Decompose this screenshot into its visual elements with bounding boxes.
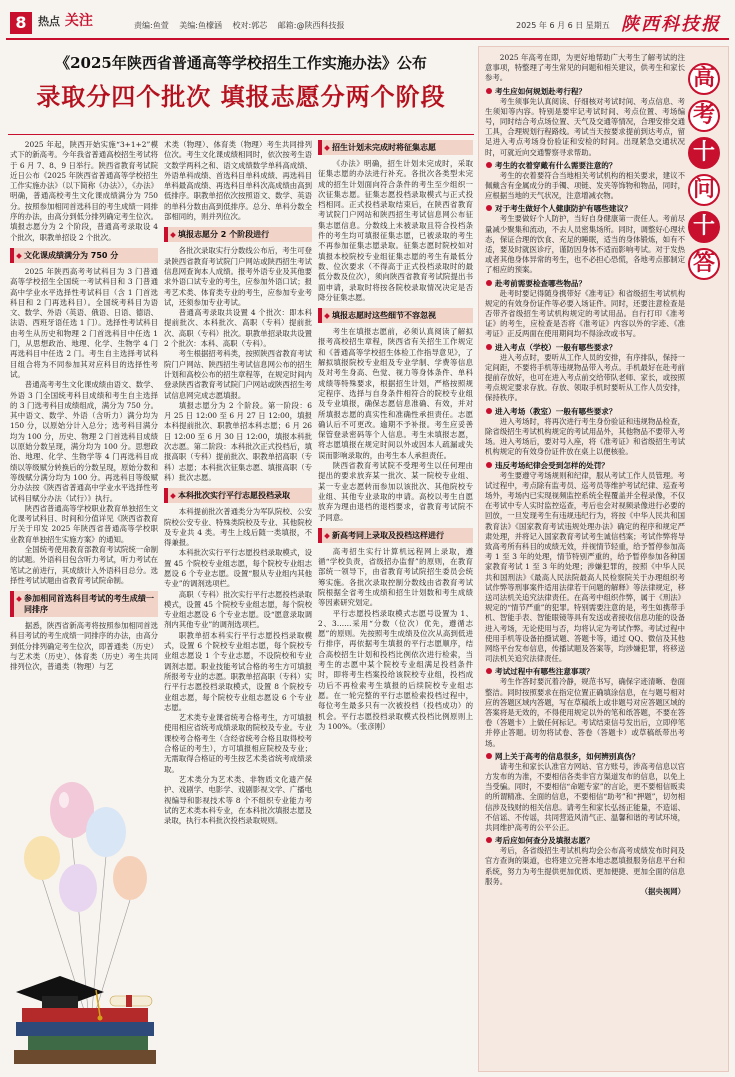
qa-answer: 考生的衣着要符合当地相关考试机构的相关要求，建议不佩戴含有金属成分的手镯、项链、发夹等饰物和物品，同时，应根据当地的天气状况，注意增减衣物。 [485, 170, 685, 201]
newspaper-logo: 陕西科技报 [621, 14, 721, 35]
section-name [38, 10, 93, 30]
qa-answer: 考生要遵守考场规则和纪律，服从考试工作人员管理。考试过程中，考点除有监考员、巡考员等维护考试纪律、巡查考场外，考场内已实现视频监控系统全程覆盖并全程录像，不仅在考试中专人实时监控巡查，考后也会对视频录像进行必要的回放，一旦发现考生有违规违纪行为，将按《中华人民共和国教育法》《国家教育考试违规处理办法》确定的程序和规定严肃处理，并将记入国家教育考试考生诚信档案；考试作弊将导致高考所有科目的成绩无效，并视情节轻重，给予暂停参加高考 1 至 3 年的处理，情节特别严重的，给予暂停参加各种国家教育考试 1 至 3 年的处理；涉嫌犯罪的，按照《中华人民共和国刑法》《最高人民法院最高人民检察院关于办理组织考试作弊等刑事案件适用法律若干问题的解释》等法律规定，移送司法机关追究法律责任。在高考中组织作弊，属于《刑法》规定的“情节严重”的犯罪。特别需要注意的是，考生如携带手机、智能手表、智能眼镜等具有发送或者接收信息功能的设备进入考场，无论使用与否，均将认定为考试作弊。考试过程中使用手机等设备拍摄试题、答题卡等，通过 QQ、微信及其他网络平台发布信息，传播试题及答案等，均涉嫌犯罪，将移送司法机关追究法律责任。 [485, 470, 685, 664]
section-big: 关注 [64, 13, 93, 29]
headline-line1: 《2025年陕西省普通高等学校招生工作实施办法》公布 [55, 54, 427, 72]
subheading: 招生计划未完成时将征集志愿 [318, 140, 473, 155]
paragraph: 艺术类分为艺术类、非物质文化遗产保护、戏剧学、电影学、戏剧影视文学、广播电视编导和影视技术等 8 个不组织专业能力考试的艺术类本科专业，在本科批次填报志愿及录取，执行本科批次投档录取规则。 [164, 774, 312, 826]
books-icon [14, 1008, 156, 1064]
qa-question: 考试过程中有哪些注意事项？ [485, 666, 685, 677]
qa-question: 进入考场（教室）一般有哪些要求？ [485, 406, 685, 417]
paragraph: 2025 年起，陕西开始实施“3+1+2”模式下的新高考。今年我省普通高校招生考试将于 6 月 7、8、9 日举行。陕西省教育考试院近日公布《2025 年陕西省普通高等学校招生工作实施办法》（以下简称《办法》），《办法》明确，普通高校考生文化课成绩满分为 750 分。按照参加相同首选科目的考生成绩一同排序的办法，由高分到低分排列确定考生位次。填报志愿分为 2 个阶段，普通高考录取设 4 个批次，职教单招设 2 个批次。 [10, 140, 158, 242]
qa-question: 考后应如何查分及填报志愿？ [485, 835, 685, 846]
paragraph: 本科提前批次普通类分为军队院校、公安院校公安专业、特殊类院校及专业、其他院校及专业共 4 类。考生上线后随一类填报，不得兼报。 [164, 507, 312, 548]
qa-title-char: 十 [688, 211, 720, 243]
article-column-3 [318, 140, 473, 1070]
editor-credits [134, 20, 352, 31]
paragraph: 2025 年陕西高考考试科目为 3 门普通高等学校招生全国统一考试科目和 3 门普通高中学业水平选择性考试科目（含 1 门首选科目和 2 门再选科目）。全国统考科目为语文、数学、外语（英语、俄语、日语、德语、法语、西班牙语任选 1 门）。选择性考试科目由考生从历史和物理 2 门首选科目中任选 1 门，从思想政治、地理、化学、生物学 4 门再选科目中任选 2 门。考生自主选择考试科目组合将为不同参加其对应科目的选择性考试。 [10, 266, 158, 379]
article-column-1 [10, 140, 158, 752]
subheading: 填报志愿分 2 个阶段进行 [164, 227, 312, 242]
qa-question: 进入考点（学校）一般有哪些要求？ [485, 342, 685, 353]
qa-answer: 考生须事先认真阅读、仔细核对考试时间、考点信息、考生须知等内容。特别是要牢记考试时间、考点位置、考场编号，同时结合考点场位置、天气及交通等情况，合理安排交通工具，合理规划行程路线。考试当天按要求提前到达考点，留足进入考点考场身份验证和安检的时间。出现紧急交通状况时，可就近向交通警察寻求帮助。 [485, 96, 685, 157]
headline-line2: 录取分四个批次 填报志愿分两个阶段 [36, 83, 446, 111]
qa-answer: 进入考场时，将再次进行考生身份验证和违规物品检查，除省级招生考试机构规定的考试用品外，其他物品不要带入考场。进入考场后，要对号入座，将《准考证》和省级招生考试机构规定的有效身份证件放在桌上以便核验。 [485, 416, 685, 457]
article-column-2 [164, 140, 312, 1070]
masthead [6, 6, 729, 40]
editor-credit: 校对:郭芯 [232, 21, 268, 30]
subheading: 文化课成绩满分为 750 分 [10, 248, 158, 263]
qa-intro: 2025 年高考在即，为更好地帮助广大考生了解考试的注意事项，特整理了考生常见的问题和相关建议，供考生和家长参考。 [485, 53, 685, 83]
qa-title [686, 63, 722, 285]
qa-question: 违反考场纪律会受到怎样的处罚？ [485, 460, 685, 471]
paragraph: 全国统考使用教育部教育考试院统一命制的试题。外语科目包含听力考试，听力考试在笔试之前进行，其成绩计入外语科目总分。选择性考试试题由省教育考试院命制。 [10, 544, 158, 585]
paragraph: 考生根据招考科类，按照陕西省教育考试院门户网站、陕西招生考试信息网公布的招生计划和高校公布的招生章程等，在规定时间内登录陕西省教育考试院门户网站或陕西招生考试信息网完成志愿填报。 [164, 349, 312, 400]
qa-answer: 进入考点时，要听从工作人员的安排，有序排队，保持一定间距，不要将手机等违规物品带入考点。手机最好在赴考前提前存放好，也可在进入考点前交给带队老师、家长，或按照考点规定要求存放。存放、领取手机时要听从工作人员安排，保持秩序。 [485, 352, 685, 403]
paragraph: 职教单招本科实行平行志愿投档录取模式，设置 6 个院校专业组志愿，每个院校专业组志愿设 1 个专业志愿，不设院校和专业调剂志愿。职业技能考试合格的考生方可填报所报考专业的志愿。职教单招高职（专科）实行平行志愿投档录取模式，设置 8 个院校专业组志愿，每个院校专业组志愿设 6 个专业志愿。 [164, 630, 312, 712]
qa-title-char: 答 [688, 248, 720, 280]
paragraph: 普通高考录取共设置 4 个批次：即本科提前批次、本科批次、高职（专科）提前批次、高职（专科）批次。职教单招录取共设置 2 个批次：本科、高职（专科）。 [164, 308, 312, 349]
paragraph: 普通高考考生文化课成绩由语文、数学、外语 3 门全国统考科目成绩和考生自主选择的 3 门选考科目成绩组成，满分为 750 分。其中语文、数学、外语（含听力）满分均为 150 分，以原始分计入总分；选考科目满分均为 100 分，历史、物理 2 门首选科目成绩以原始分数呈现，满分均为 100 分。思想政治、地理、化学、生物学等 4 门再选科目成绩以等级赋分转换后的分数呈现，原始分数和等级赋分满分均为 100 分。再选科目等级赋分办法按《陕西省普通高中学业水平选择性考试科目赋分办法（试行）》执行。 [10, 380, 158, 503]
byline: （据央视网） [640, 887, 685, 897]
qa-answer: 赴考时要记得随身携带好《准考证》和省级招生考试机构规定的有效身份证件等必要入场证件。同时，还要注意检查是否带齐省级招生考试机构规定的考试用品。自行打印《准考证》的考生，应检查是否将《准考证》内容以外的字迹、《准考证》正反两面在使用期间均不得涂改或书写。 [485, 288, 685, 339]
editor-credit: 邮箱:@陕西科技报 [277, 21, 345, 30]
qa-answer: 考生要做好个人防护，当好自身健康第一责任人。考前尽量减少聚集和流动，不去人员密集场所。同时，调整好心理状态，保证合理的饮食、充足的睡眠，适当的身体锻炼，如有不适，要及时就医诊疗，谨防因身体不适而影响考试。对于发热或者其他身体异常的考生，也不必担心恐慌，各地考点都制定了相应的预案。 [485, 214, 685, 275]
balloon-icon [24, 782, 147, 1010]
paragraph: 各批次录取实行分数线公布后，考生可登录陕西省教育考试院门户网站或陕西招生考试信息网查询本人成绩。报考外语专业及其他要求外语口试专业的考生，应参加外语口试；报考艺术类、体育类专业的考生，应参加专业考试，还须参加专业考试。 [164, 246, 312, 307]
qa-answer: 请考生和家长认准官方网站、官方账号，涉高考信息以官方发布的为准，不要相信各类非官方渠道发布的信息，以免上当受骗。同时，不要相信“命题专家”的言论，更不要相信贩卖的所谓精准、全面的信息，不要相信“助考”和“押题”，切勿相信涉及钱财的相关信息。请考生和家长弘扬正能量，不造谣、不信谣、不传谣，共同营造风清气正、温馨和谐的考试环境，共同维护高考的公平公正。 [485, 761, 685, 832]
paragraph: 陕西省教育考试院不受理考生以任何理由提出的要求放弃某一批次、某一院校专业组、某一专业志愿转而参加以该批次、其他院校专业组、其他专业录取的申请。高校以考生自愿放弃为理由退档的退档要求，省教育考试院不予同意。 [318, 461, 473, 522]
paragraph: 填报志愿分为 2 个阶段。第一阶段：6 月 25 日 12:00 至 6 月 27 日 12:00，填报本科提前批次、职教单招本科志愿；6 月 26 日 12:00 至 6 月 30 日 12:00，填报本科批次志愿。第二阶段：本科批次正式投档后，填报高职（专科）提前批次、职教单招高职（专科）志愿；本科批次征集志愿、填报高职（专科）批次志愿。 [164, 400, 312, 482]
qa-question: 考生的衣着穿戴有什么需要注意的？ [485, 160, 685, 171]
qa-title-char: 考 [688, 100, 720, 132]
graduation-illustration [8, 760, 162, 1070]
paragraph: 术类（物理）、体育类（物理）考生共同排列位次。考生文化课成绩相同时，依次按考生语文数学两科之和、语文成绩数学单科高成绩、外语单科成绩、首选科目单科成绩、再选科目单科最高成绩、再选科目单科次高成绩由高到低排序。职教单招依次按照语文、数学、英语的单科分数由高到低排序。总分、单科分数全部相同的，则并列位次。 [164, 140, 312, 222]
diploma-icon [110, 995, 152, 1007]
paragraph: 陕西省普通高等学校职业教育单独招生文化课考试科目、时间和分值详见《陕西省教育厅关于印发 2025 年陕西省普通高等学校职业教育单独招生实施方案》的通知。 [10, 503, 158, 544]
paragraph: 本科批次实行平行志愿投档录取模式，设置 45 个院校专业组志愿，每个院校专业组志愿设 6 个专业志愿。设置“服从专业组内其他专业”的调剂选项栏。 [164, 548, 312, 589]
qa-question: 对于考生做好个人健康防护有哪些建议？ [485, 203, 685, 214]
issue-date: 2025 年 6 月 6 日 星期五 [516, 21, 610, 30]
paragraph: 艺术类专业课省统考合格考生，方可填报使用相应省统考成绩录取的院校及专业。专业课校考合格考生（含经省统考合格且取得校考合格证的考生），方可填报相应院校及专业；无需取得合格证的考生按艺术类省统考成绩录取。 [164, 713, 312, 774]
headline-divider [8, 134, 474, 135]
qa-title-char: 问 [688, 174, 720, 206]
section-prefix: 热点 [38, 15, 60, 28]
paragraph: 《办法》明确，招生计划未完成时，采取征集志愿的办法进行补充。各批次各类型未完成的招生计划面向符合条件的考生至少组织一次征集志愿。征集志愿投档录取模式与正式投档相同。正式投档录取结束后，在陕西省教育考试院门户网站和陕西招生考试信息网公布征集志愿信息。分数线上未被录取且符合投档条件的考生均可填报征集志愿，已被录取的考生不再参加征集志愿录取。征集志愿时院校如对填报本校院校专业组征集志愿的考生有最低分数、位次要求（不得高于正式投档录取时的最低分数及位次），须向陕西省教育考试院提出书面申请，录取时将按各院校录取情况决定是否降分征集志愿。 [318, 159, 473, 302]
subheading: 新高考同上录取及投档这样进行 [318, 528, 473, 543]
paragraph: 平行志愿投档录取模式志愿号设置为 1、2、3……采用“分数（位次）优先，遵循志愿”的原则。先按照考生成绩及位次从高到低进行排序，再依据考生填报的平行志愿顺序，结合高校招生计划和投档比例依次进行检索，当考生的志愿中某个院校专业组满足投档条件时，即将考生档案投给该院校专业组，投档成功后不再检索考生填报的后续院校专业组志愿。在一轮完整的平行志愿检索投档过程中，每位考生最多只有一次被投档（投档成功）的机会。平行志愿投档录取模式投档比例原则上为 100%。（张彦刚） [318, 608, 473, 731]
editor-credit: 责编:鱼萱 [134, 21, 169, 30]
article-headline [8, 46, 474, 136]
qa-question: 网上关于高考的信息很多，如何辨别真伪？ [485, 751, 685, 762]
qa-body [485, 53, 685, 897]
qa-title-char: 十 [688, 137, 720, 169]
qa-answer: 考生作答时要沉着冷静，规范书写，确保字迹清晰、卷面整洁。同时按照要求在指定位置正确填涂信息，在与题号相对应的答题区域内答题，写在草稿纸上或非题号对应答题区域的答案将是无效的，不得使用规定以外的笔和纸答题，不要在答卷（答题卡）上做任何标记。考试结束信号发出后，立即停笔并停止答题。切勿将试卷、答卷（答题卡）或草稿纸带出考场。 [485, 677, 685, 748]
subheading: 填报志愿时这些细节不容忽视 [318, 308, 473, 323]
paragraph: 高考招生实行计算机远程网上录取，遵循“学校负责，省级招办监督”的原则，在教育部统一领导下，由省教育考试院招生委员会统筹实施。各批次录取控制分数线由省教育考试院根据全省考生成绩和招生计划数和考生成绩等因素研究划定。 [318, 546, 473, 608]
paragraph: 据悉，陕西省新高考将按照参加相同首选科目考试的考生成绩一同排序的办法，由高分到低分排列确定考生位次，即普通类（历史）与艺术类（历史）、体育类（历史）考生共同排列位次，普通类（物理）与艺 [10, 621, 158, 672]
paragraph: 考生在填报志愿前，必须认真阅读了解拟报考高校招生章程，陕西省有关招生工作规定和《普通高等学校招生体检工作指导意见》，了解拟填报院校专业组及专业学制、学费等信息及对考生身高、色觉、视力等身体条件、单科成绩等特殊要求，根据招生计划，严格按照规定程序、选择与自身条件相符合的院校专业组及专业填报，确保志愿信息准确、有效，并对所填报志愿的真实性和准确性承担责任。志愿确认后不可更改。逾期不予补报。考生应妥善保管登录密码等个人信息。考生未填报志愿，将志愿填报在规定时间以外或因本人疏漏或失误而影响录取的，由考生本人承担责任。 [318, 327, 473, 460]
subheading: 本科批次实行平行志愿投档录取 [164, 488, 312, 503]
paragraph: 高职（专科）批次实行平行志愿投档录取模式，设置 45 个院校专业组志愿，每个院校专业组志愿设 6 个专业志愿。设“愿意录取调剂内其他专业”的调剂选项栏。 [164, 589, 312, 630]
qa-sidebar [478, 46, 729, 1072]
page-number: 8 [10, 12, 32, 34]
qa-question: 赴考前需要检查哪些物品？ [485, 278, 685, 289]
qa-title-char: 高 [688, 63, 720, 95]
qa-question: 考生应如何规划赴考行程？ [485, 86, 685, 97]
subheading: 参加相同首选科目考试的考生成绩一同排序 [10, 591, 158, 617]
editor-credit: 美编:鱼檬涵 [179, 21, 222, 30]
qa-answer: 考后，各省级招生考试机构均会公布高考成绩发布时间及官方查询的渠道，也将建立完善本地志愿填报服务信息平台和系统，努力为考生提供更加优质、更加便捷、更加全面的信息服务。 [485, 846, 685, 886]
